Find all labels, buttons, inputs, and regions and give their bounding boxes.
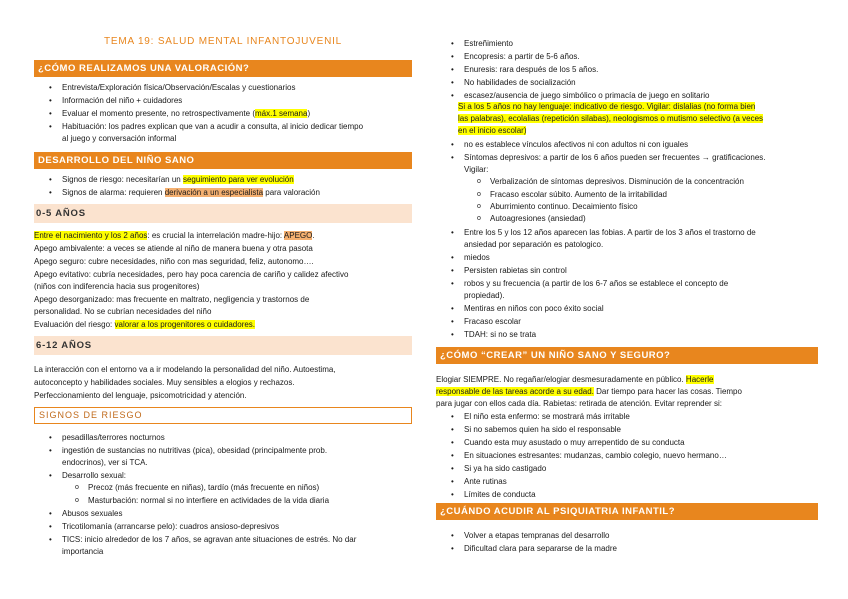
list-item-continuation: endocrinos), ver si TCA.: [62, 458, 148, 467]
highlighted-note: [458, 102, 755, 112]
highlight: máx.1 semana: [254, 109, 308, 118]
sub-list-item: o Autoagresiones (ansiedad): [490, 214, 586, 224]
highlight: valorar a los progenitores o cuidadores.: [114, 320, 256, 329]
paragraph-line: Evaluación del riesgo: valorar a los progenitores o cuidadores.: [34, 320, 256, 329]
highlight: en el inicio escolar): [458, 126, 527, 135]
list-item: • Desarrollo sexual:: [62, 471, 126, 481]
list-item: • Estreñimiento: [464, 39, 513, 49]
list-item: • Enuresis: rara después de los 5 años.: [464, 65, 598, 75]
paragraph-line: Perfeccionamiento del lenguaje, psicomotricidad y atención.: [34, 391, 247, 400]
sub-list-item: o Aburrimiento continuo. Decaimiento físico: [490, 202, 638, 212]
list-item: • miedos: [464, 253, 490, 263]
highlight: derivación a un especialista: [164, 188, 264, 197]
list-item-continuation: importancia: [62, 547, 104, 556]
list-item: • escasez/ausencia de juego simbólico o primacía de juego en solitario: [464, 91, 709, 101]
list-item-continuation: propiedad).: [464, 291, 505, 300]
section-header-psiquiatria: ¿CUÁNDO ACUDIR AL PSIQUIATRIA INFANTIL?: [436, 503, 818, 520]
paragraph-line: personalidad. No se cubrían necesidades del niño: [34, 307, 212, 316]
sub-list-item: o Verbalización de síntomas depresivos. Disminución de la concentración: [490, 177, 744, 187]
list-item: • Cuando esta muy asustado o muy arrepentido de su conducta: [464, 438, 685, 448]
list-item: • El niño esta enfermo: se mostrará más irritable: [464, 412, 630, 422]
list-item: • ingestión de sustancias no nutritivas (pica), obesidad (principalmente prob.: [62, 446, 327, 456]
section-header-crear: ¿CÓMO “CREAR” UN NIÑO SANO Y SEGURO?: [436, 347, 818, 364]
list-item: • Si ya ha sido castigado: [464, 464, 546, 474]
list-item: • Signos de alarma: requieren derivación a un especialista para valoración: [62, 188, 320, 198]
list-item-continuation: ansiedad por separación es patologico.: [464, 240, 604, 249]
highlight: Entre el nacimiento y los 2 años: [34, 231, 148, 240]
list-item: • Síntomas depresivos: a partir de los 6 años pueden ser frecuentes → gratificaciones.: [464, 153, 766, 163]
list-item: • Entrevista/Exploración física/Observación/Escalas y cuestionarios: [62, 83, 295, 93]
paragraph-line: Elogiar SIEMPRE. No regañar/elogiar desmesuradamente en público. Hacerle: [436, 375, 714, 384]
list-item: • Límites de conducta: [464, 490, 536, 500]
list-item: • Persisten rabietas sin control: [464, 266, 567, 276]
list-item: • Signos de riesgo: necesitarían un seguimiento para ver evolución: [62, 175, 294, 185]
sub-list-item: o Precoz (más frecuente en niñas), tardío (más frecuente en niños): [88, 483, 319, 493]
section-header-6-12: 6-12 AÑOS: [34, 336, 412, 355]
section-header-0-5: 0-5 AÑOS: [34, 204, 412, 223]
document-title: TEMA 19: SALUD MENTAL INFANTOJUVENIL: [103, 36, 343, 47]
highlighted-note: [458, 114, 763, 124]
paragraph-line: La interacción con el entorno va a ir modelando la personalidad del niño. Autoestima,: [34, 365, 336, 374]
list-item-continuation: al juego y conversación informal: [62, 134, 177, 143]
paragraph-line: Apego ambivalente: a veces se atiende al niño de manera buena y otra pasota: [34, 244, 313, 253]
highlight: Si a los 5 años no hay lenguaje: indicativo de riesgo. Vigilar: dislalias (no forma bien: [458, 102, 756, 111]
paragraph-line: autoconcepto y habilidades sociales. Muy sensibles a elogios y rechazos.: [34, 378, 295, 387]
paragraph-line: (niños con indiferencia hacia sus progenitores): [34, 282, 200, 291]
list-item: • TICS: inicio alrededor de los 7 años, se agravan ante situaciones de estrés. No dar: [62, 535, 356, 545]
highlight: APEGO: [283, 231, 313, 240]
paragraph-line: Apego desorganizado: mas frecuente en maltrato, negligencia y trastornos de: [34, 295, 310, 304]
list-item: • Entre los 5 y los 12 años aparecen las fobias. A partir de los 3 años el trastorno de: [464, 228, 756, 238]
paragraph-line: para jugar con ellos cada día. Rabietas: retirada de atención. Evitar reprender si:: [436, 399, 722, 408]
list-item: • Abusos sexuales: [62, 509, 122, 519]
sub-list-item: o Fracaso escolar súbito. Aumento de la irritabilidad: [490, 190, 667, 200]
paragraph-line: Apego evitativo: cubría necesidades, pero hay poca carencia de cariño y calidez afectivo: [34, 270, 349, 279]
list-item: • Encopresis: a partir de 5-6 años.: [464, 52, 580, 62]
list-item: • TDAH: si no se trata: [464, 330, 536, 340]
paragraph-line: responsable de las tareas acorde a su edad. Dar tiempo para hacer las cosas. Tiempo: [436, 387, 742, 396]
list-item: • No habilidades de socialización: [464, 78, 576, 88]
list-item: • Si no sabemos quien ha sido el responsable: [464, 425, 621, 435]
list-item: • pesadillas/terrores nocturnos: [62, 433, 165, 443]
list-item-continuation: Vigilar:: [464, 165, 489, 174]
list-item: • Evaluar el momento presente, no retrospectivamente (máx.1 semana): [62, 109, 310, 119]
paragraph-line: Apego seguro: cubre necesidades, niño con mas seguridad, feliz, autonomo….: [34, 257, 314, 266]
list-item: • Dificultad clara para separarse de la madre: [464, 544, 617, 554]
paragraph-line: Entre el nacimiento y los 2 años: es crucial la interrelación madre-hijo: APEGO.: [34, 231, 315, 240]
list-item: • Información del niño + cuidadores: [62, 96, 182, 106]
highlight: las palabras), ecolalias (repetición silabas), neologismos o mutismo selectivo (a veces: [458, 114, 764, 123]
list-item: • Tricotilomanía (arrancarse pelo): cuadros ansioso-depresivos: [62, 522, 279, 532]
list-item: • no es establece vínculos afectivos ni con adultos ni con iguales: [464, 140, 688, 150]
list-item: • Ante rutinas: [464, 477, 507, 487]
list-item: • Volver a etapas tempranas del desarrollo: [464, 531, 609, 541]
highlighted-note: [458, 126, 526, 136]
highlight: Hacerle: [685, 375, 714, 384]
list-item: • Fracaso escolar: [464, 317, 521, 327]
sub-list-item: o Masturbación: normal si no interfiere en actividades de la vida diaria: [88, 496, 329, 506]
section-header-signos-riesgo: SIGNOS DE RIESGO: [34, 407, 412, 424]
highlight: responsable de las tareas acorde a su edad.: [436, 387, 594, 396]
highlight: seguimiento para ver evolución: [182, 175, 294, 184]
list-item: • robos y su frecuencia (a partir de los 6-7 años se establece el concepto de: [464, 279, 728, 289]
list-item: • Habituación: los padres explican que van a acudir a consulta, al inicio dedicar tiempo: [62, 122, 363, 132]
section-header-desarrollo: DESARROLLO DEL NIÑO SANO: [34, 152, 412, 169]
list-item: • En situaciones estresantes: mudanzas, cambio colegio, nuevo hermano…: [464, 451, 727, 461]
section-header-valoracion: ¿CÓMO REALIZAMOS UNA VALORACIÓN?: [34, 60, 412, 77]
list-item: • Mentiras en niños con poco éxito social: [464, 304, 604, 314]
